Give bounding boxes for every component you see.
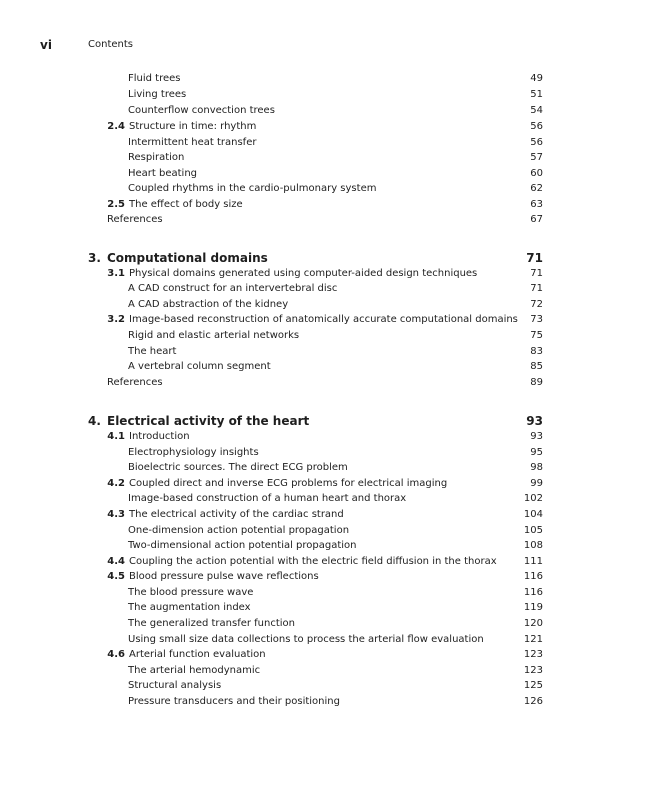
section-title: Arterial function evaluation bbox=[129, 649, 266, 660]
subentry-page: 51 bbox=[530, 89, 543, 100]
subentry-page: 123 bbox=[523, 665, 543, 676]
section-page: 111 bbox=[523, 556, 543, 567]
section-number: 4.2 bbox=[107, 478, 125, 489]
toc-subentry bbox=[0, 538, 648, 554]
subentry-title: Heart beating bbox=[128, 168, 198, 179]
toc-subentry bbox=[0, 281, 648, 297]
section-title: Introduction bbox=[129, 431, 190, 442]
subentry-page: 56 bbox=[530, 137, 543, 148]
toc-section bbox=[0, 476, 648, 492]
subentry-page: 108 bbox=[523, 540, 543, 551]
references-title: References bbox=[107, 214, 163, 225]
toc-subentry bbox=[0, 678, 648, 694]
section-title: The electrical activity of the cardiac strand bbox=[129, 509, 344, 520]
subentry-page: 83 bbox=[530, 346, 543, 357]
subentry-title: The blood pressure wave bbox=[128, 587, 254, 598]
subentry-title: Electrophysiology insights bbox=[128, 447, 259, 458]
subentry-title: Living trees bbox=[128, 89, 187, 100]
subentry-page: 62 bbox=[530, 183, 543, 194]
toc-subentry bbox=[0, 694, 648, 710]
toc-section bbox=[0, 119, 648, 135]
toc-section bbox=[0, 507, 648, 523]
section-title: Structure in time: rhythm bbox=[129, 121, 257, 132]
section-number: 4.6 bbox=[107, 649, 125, 660]
section-page: 104 bbox=[523, 509, 543, 520]
section-page: 99 bbox=[530, 478, 543, 489]
subentry-title: The generalized transfer function bbox=[128, 618, 296, 629]
section-page: 73 bbox=[530, 314, 543, 325]
toc-section bbox=[0, 554, 648, 570]
section-page: 116 bbox=[523, 571, 543, 582]
toc-subentry bbox=[0, 135, 648, 151]
subentry-title: Counterflow convection trees bbox=[128, 105, 275, 116]
subentry-page: 125 bbox=[523, 680, 543, 691]
subentry-page: 98 bbox=[530, 462, 543, 473]
toc-subentry bbox=[0, 445, 648, 461]
chapter-page: 71 bbox=[526, 251, 543, 265]
references-page: 89 bbox=[530, 377, 543, 388]
section-number: 2.5 bbox=[107, 199, 125, 210]
references-title: References bbox=[107, 377, 163, 388]
subentry-title: Bioelectric sources. The direct ECG problem bbox=[128, 462, 348, 473]
subentry-title: Coupled rhythms in the cardio-pulmonary system bbox=[128, 183, 377, 194]
toc-subentry bbox=[0, 297, 648, 313]
subentry-page: 85 bbox=[530, 361, 543, 372]
toc-subentry bbox=[0, 616, 648, 632]
toc-section bbox=[0, 429, 648, 445]
subentry-page: 102 bbox=[523, 493, 543, 504]
subentry-page: 120 bbox=[523, 618, 543, 629]
section-title: Coupling the action potential with the electric field diffusion in the thorax bbox=[129, 556, 497, 567]
subentry-page: 116 bbox=[523, 587, 543, 598]
chapter-number: 3. bbox=[88, 251, 101, 265]
running-title: Contents bbox=[88, 39, 133, 50]
subentry-title: Pressure transducers and their positioning bbox=[128, 696, 340, 707]
subentry-page: 54 bbox=[530, 105, 543, 116]
section-page: 93 bbox=[530, 431, 543, 442]
subentry-title: Fluid trees bbox=[128, 73, 181, 84]
section-title: Blood pressure pulse wave reflections bbox=[129, 571, 319, 582]
subentry-title: Two-dimensional action potential propagation bbox=[128, 540, 357, 551]
subentry-page: 60 bbox=[530, 168, 543, 179]
subentry-page: 72 bbox=[530, 299, 543, 310]
subentry-title: The heart bbox=[128, 346, 177, 357]
toc-section bbox=[0, 266, 648, 282]
subentry-title: Rigid and elastic arterial networks bbox=[128, 330, 300, 341]
subentry-title: A CAD abstraction of the kidney bbox=[128, 299, 289, 310]
section-number: 4.1 bbox=[107, 431, 125, 442]
section-number: 3.2 bbox=[107, 314, 125, 325]
subentry-title: Respiration bbox=[128, 152, 185, 163]
subentry-page: 119 bbox=[523, 602, 543, 613]
section-title: The effect of body size bbox=[129, 199, 243, 210]
section-number: 4.4 bbox=[107, 556, 125, 567]
toc-subentry bbox=[0, 600, 648, 616]
subentry-title: The arterial hemodynamic bbox=[128, 665, 261, 676]
page-number: vi bbox=[40, 38, 52, 52]
toc-section bbox=[0, 569, 648, 585]
toc-subentry bbox=[0, 71, 648, 87]
subentry-page: 49 bbox=[530, 73, 543, 84]
toc-subentry bbox=[0, 523, 648, 539]
toc-section bbox=[0, 197, 648, 213]
section-number: 3.1 bbox=[107, 268, 125, 279]
subentry-title: A vertebral column segment bbox=[128, 361, 271, 372]
subentry-page: 71 bbox=[530, 283, 543, 294]
toc-subentry bbox=[0, 181, 648, 197]
subentry-page: 75 bbox=[530, 330, 543, 341]
section-page: 123 bbox=[523, 649, 543, 660]
toc-subentry bbox=[0, 585, 648, 601]
toc-chapter bbox=[0, 250, 648, 266]
toc-subentry bbox=[0, 632, 648, 648]
toc-references bbox=[0, 375, 648, 391]
section-title: Physical domains generated using computer-aided design techniques bbox=[129, 268, 478, 279]
chapter-title: Computational domains bbox=[107, 251, 268, 265]
references-page: 67 bbox=[530, 214, 543, 225]
section-page: 63 bbox=[530, 199, 543, 210]
toc-subentry bbox=[0, 166, 648, 182]
chapter-page: 93 bbox=[526, 414, 543, 428]
section-title: Image-based reconstruction of anatomically accurate computational domains bbox=[129, 314, 518, 325]
toc-subentry bbox=[0, 359, 648, 375]
subentry-title: One-dimension action potential propagation bbox=[128, 525, 350, 536]
toc-subentry bbox=[0, 328, 648, 344]
toc-section bbox=[0, 312, 648, 328]
section-number: 4.5 bbox=[107, 571, 125, 582]
toc-subentry bbox=[0, 663, 648, 679]
toc-subentry bbox=[0, 491, 648, 507]
section-page: 71 bbox=[530, 268, 543, 279]
subentry-page: 126 bbox=[523, 696, 543, 707]
toc-subentry bbox=[0, 344, 648, 360]
section-page: 56 bbox=[530, 121, 543, 132]
subentry-title: The augmentation index bbox=[128, 602, 251, 613]
subentry-title: Image-based construction of a human heart and thorax bbox=[128, 493, 407, 504]
subentry-title: A CAD construct for an intervertebral disc bbox=[128, 283, 338, 294]
section-number: 4.3 bbox=[107, 509, 125, 520]
chapter-title: Electrical activity of the heart bbox=[107, 414, 310, 428]
section-number: 2.4 bbox=[107, 121, 125, 132]
toc-subentry bbox=[0, 150, 648, 166]
chapter-number: 4. bbox=[88, 414, 101, 428]
toc-references bbox=[0, 212, 648, 228]
subentry-title: Using small size data collections to process the arterial flow evaluation bbox=[128, 634, 484, 645]
toc-section bbox=[0, 647, 648, 663]
subentry-title: Structural analysis bbox=[128, 680, 222, 691]
subentry-title: Intermittent heat transfer bbox=[128, 137, 257, 148]
subentry-page: 121 bbox=[523, 634, 543, 645]
toc-subentry bbox=[0, 87, 648, 103]
toc-subentry bbox=[0, 460, 648, 476]
subentry-page: 105 bbox=[523, 525, 543, 536]
toc-subentry bbox=[0, 103, 648, 119]
subentry-page: 95 bbox=[530, 447, 543, 458]
section-title: Coupled direct and inverse ECG problems for electrical imaging bbox=[129, 478, 448, 489]
subentry-page: 57 bbox=[530, 152, 543, 163]
toc-chapter bbox=[0, 413, 648, 429]
